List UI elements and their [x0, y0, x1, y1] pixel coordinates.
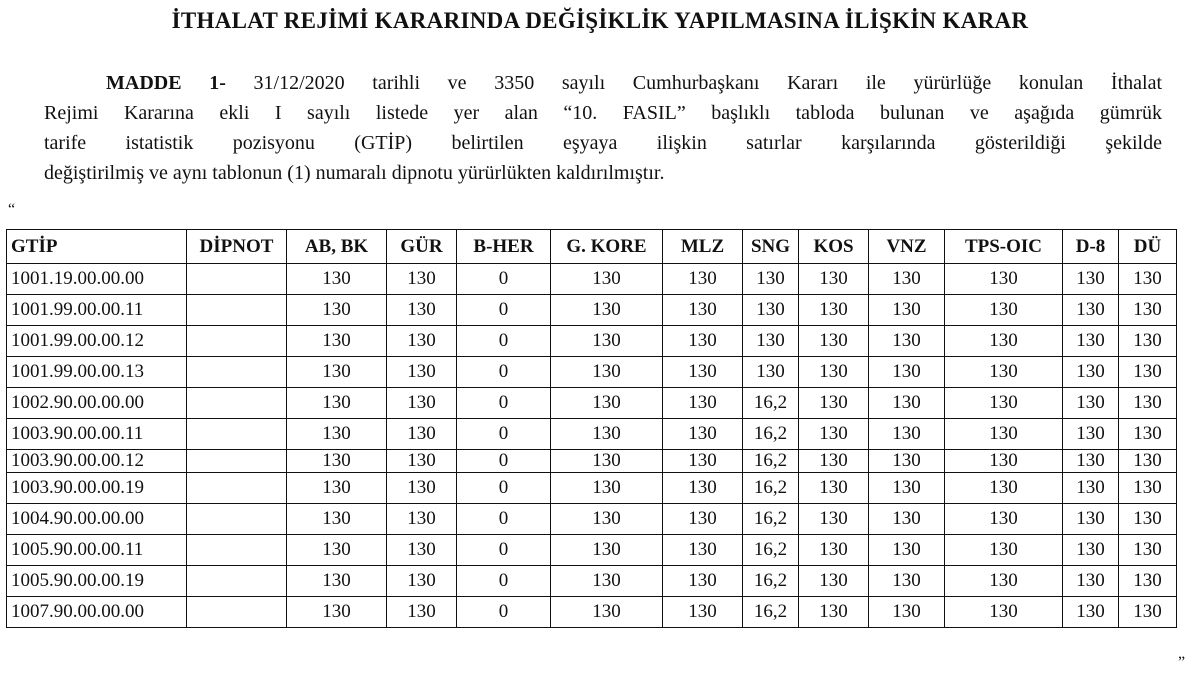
table-row — [7, 295, 1177, 326]
header-gur: GÜR — [387, 230, 457, 264]
cell-tps-oic: 130 — [945, 326, 1063, 357]
cell-tps-oic: 130 — [945, 597, 1063, 628]
cell-g-kore: 130 — [551, 419, 663, 450]
cell-vnz: 130 — [869, 450, 945, 473]
cell-b-her: 0 — [457, 504, 551, 535]
cell-dipnot — [187, 295, 287, 326]
cell-vnz: 130 — [869, 504, 945, 535]
cell-sng: 130 — [743, 326, 799, 357]
cell-gtip: 1007.90.00.00.00 — [7, 597, 187, 628]
cell-gur: 130 — [387, 566, 457, 597]
header-ab-bk: AB, BK — [287, 230, 387, 264]
cell-d-8: 130 — [1063, 473, 1119, 504]
cell-mlz: 130 — [663, 295, 743, 326]
cell-kos: 130 — [799, 388, 869, 419]
article-line-4: değiştirilmiş ve aynı tablonun (1) numaralı dipnotu yürürlükten kaldırılmıştır. — [44, 162, 665, 184]
cell-tps-oic: 130 — [945, 388, 1063, 419]
cell-kos: 130 — [799, 450, 869, 473]
cell-b-her: 0 — [457, 419, 551, 450]
cell-tps-oic: 130 — [945, 419, 1063, 450]
table-header-row — [7, 230, 1177, 264]
table-row — [7, 388, 1177, 419]
cell-kos: 130 — [799, 264, 869, 295]
open-quote-mark: “ — [8, 201, 16, 218]
cell-gtip: 1001.19.00.00.00 — [7, 264, 187, 295]
cell-gur: 130 — [387, 326, 457, 357]
cell-gur: 130 — [387, 419, 457, 450]
cell-ab-bk: 130 — [287, 388, 387, 419]
cell-tps-oic: 130 — [945, 566, 1063, 597]
cell-ab-bk: 130 — [287, 597, 387, 628]
cell-b-her: 0 — [457, 535, 551, 566]
cell-kos: 130 — [799, 357, 869, 388]
cell-sng: 16,2 — [743, 566, 799, 597]
table-row — [7, 264, 1177, 295]
cell-g-kore: 130 — [551, 597, 663, 628]
cell-du: 130 — [1119, 504, 1177, 535]
cell-mlz: 130 — [663, 597, 743, 628]
cell-ab-bk: 130 — [287, 535, 387, 566]
cell-g-kore: 130 — [551, 326, 663, 357]
cell-d-8: 130 — [1063, 597, 1119, 628]
cell-vnz: 130 — [869, 264, 945, 295]
cell-g-kore: 130 — [551, 473, 663, 504]
cell-mlz: 130 — [663, 388, 743, 419]
table-row — [7, 597, 1177, 628]
table-row — [7, 326, 1177, 357]
cell-gur: 130 — [387, 473, 457, 504]
cell-g-kore: 130 — [551, 535, 663, 566]
cell-sng: 130 — [743, 357, 799, 388]
cell-du: 130 — [1119, 264, 1177, 295]
table-row — [7, 357, 1177, 388]
cell-b-her: 0 — [457, 295, 551, 326]
cell-gur: 130 — [387, 450, 457, 473]
cell-b-her: 0 — [457, 473, 551, 504]
cell-d-8: 130 — [1063, 504, 1119, 535]
header-sng: SNG — [743, 230, 799, 264]
article-line-1 — [44, 68, 1162, 98]
cell-vnz: 130 — [869, 597, 945, 628]
cell-g-kore: 130 — [551, 566, 663, 597]
cell-ab-bk: 130 — [287, 357, 387, 388]
cell-tps-oic: 130 — [945, 450, 1063, 473]
cell-mlz: 130 — [663, 504, 743, 535]
header-du: DÜ — [1119, 230, 1177, 264]
cell-d-8: 130 — [1063, 419, 1119, 450]
cell-sng: 16,2 — [743, 597, 799, 628]
cell-b-her: 0 — [457, 357, 551, 388]
header-mlz: MLZ — [663, 230, 743, 264]
cell-vnz: 130 — [869, 357, 945, 388]
cell-dipnot — [187, 388, 287, 419]
cell-mlz: 130 — [663, 450, 743, 473]
table-row — [7, 450, 1177, 473]
cell-du: 130 — [1119, 419, 1177, 450]
cell-sng: 16,2 — [743, 473, 799, 504]
cell-dipnot — [187, 357, 287, 388]
cell-du: 130 — [1119, 357, 1177, 388]
header-vnz: VNZ — [869, 230, 945, 264]
cell-sng: 16,2 — [743, 388, 799, 419]
cell-dipnot — [187, 473, 287, 504]
cell-tps-oic: 130 — [945, 264, 1063, 295]
cell-sng: 16,2 — [743, 450, 799, 473]
cell-ab-bk: 130 — [287, 326, 387, 357]
table-row — [7, 566, 1177, 597]
cell-ab-bk: 130 — [287, 566, 387, 597]
article-line-2: Rejimi Kararına ekli I sayılı listede yer alan “10. FASIL” başlıklı tabloda bulunan ve aşağıda gümrük — [44, 102, 1162, 124]
cell-ab-bk: 130 — [287, 450, 387, 473]
cell-vnz: 130 — [869, 388, 945, 419]
cell-du: 130 — [1119, 326, 1177, 357]
close-quote-mark: ” — [1178, 654, 1186, 671]
cell-gtip: 1003.90.00.00.19 — [7, 473, 187, 504]
header-gtip: GTİP — [7, 230, 187, 264]
cell-mlz: 130 — [663, 473, 743, 504]
cell-gur: 130 — [387, 535, 457, 566]
cell-g-kore: 130 — [551, 295, 663, 326]
table-row — [7, 504, 1177, 535]
cell-gtip: 1001.99.00.00.12 — [7, 326, 187, 357]
cell-mlz: 130 — [663, 535, 743, 566]
cell-gtip: 1003.90.00.00.12 — [7, 450, 187, 473]
cell-g-kore: 130 — [551, 264, 663, 295]
cell-g-kore: 130 — [551, 504, 663, 535]
cell-gtip: 1001.99.00.00.11 — [7, 295, 187, 326]
cell-d-8: 130 — [1063, 450, 1119, 473]
cell-du: 130 — [1119, 295, 1177, 326]
cell-sng: 16,2 — [743, 535, 799, 566]
cell-gur: 130 — [387, 504, 457, 535]
cell-du: 130 — [1119, 473, 1177, 504]
article-paragraph — [44, 68, 1162, 188]
cell-gur: 130 — [387, 295, 457, 326]
cell-kos: 130 — [799, 566, 869, 597]
cell-ab-bk: 130 — [287, 504, 387, 535]
cell-vnz: 130 — [869, 419, 945, 450]
header-kos: KOS — [799, 230, 869, 264]
cell-gur: 130 — [387, 388, 457, 419]
cell-dipnot — [187, 535, 287, 566]
cell-vnz: 130 — [869, 473, 945, 504]
cell-dipnot — [187, 566, 287, 597]
cell-kos: 130 — [799, 419, 869, 450]
cell-du: 130 — [1119, 566, 1177, 597]
cell-b-her: 0 — [457, 566, 551, 597]
cell-vnz: 130 — [869, 295, 945, 326]
cell-tps-oic: 130 — [945, 473, 1063, 504]
cell-g-kore: 130 — [551, 388, 663, 419]
cell-kos: 130 — [799, 504, 869, 535]
cell-vnz: 130 — [869, 326, 945, 357]
table-row — [7, 473, 1177, 504]
article-line-3: tarife istatistik pozisyonu (GTİP) belirtilen eşyaya ilişkin satırlar karşılarında gösterildiği şekilde — [44, 132, 1162, 154]
cell-mlz: 130 — [663, 566, 743, 597]
cell-tps-oic: 130 — [945, 504, 1063, 535]
header-dipnot: DİPNOT — [187, 230, 287, 264]
cell-ab-bk: 130 — [287, 419, 387, 450]
cell-kos: 130 — [799, 535, 869, 566]
cell-tps-oic: 130 — [945, 295, 1063, 326]
cell-kos: 130 — [799, 597, 869, 628]
cell-sng: 16,2 — [743, 504, 799, 535]
cell-dipnot — [187, 419, 287, 450]
cell-g-kore: 130 — [551, 357, 663, 388]
cell-du: 130 — [1119, 535, 1177, 566]
cell-d-8: 130 — [1063, 535, 1119, 566]
cell-d-8: 130 — [1063, 388, 1119, 419]
header-b-her: B-HER — [457, 230, 551, 264]
cell-b-her: 0 — [457, 264, 551, 295]
tariff-table — [6, 229, 1177, 628]
cell-dipnot — [187, 504, 287, 535]
header-d-8: D-8 — [1063, 230, 1119, 264]
header-g-kore: G. KORE — [551, 230, 663, 264]
cell-b-her: 0 — [457, 388, 551, 419]
article-line-1-text: 31/12/2020 tarihli ve 3350 sayılı Cumhurbaşkanı Kararı ile yürürlüğe konulan İthalat — [253, 72, 1163, 94]
cell-tps-oic: 130 — [945, 535, 1063, 566]
cell-du: 130 — [1119, 388, 1177, 419]
cell-gtip: 1001.99.00.00.13 — [7, 357, 187, 388]
cell-gur: 130 — [387, 357, 457, 388]
cell-mlz: 130 — [663, 419, 743, 450]
cell-mlz: 130 — [663, 264, 743, 295]
cell-d-8: 130 — [1063, 295, 1119, 326]
cell-vnz: 130 — [869, 535, 945, 566]
cell-kos: 130 — [799, 473, 869, 504]
cell-gtip: 1005.90.00.00.19 — [7, 566, 187, 597]
cell-mlz: 130 — [663, 326, 743, 357]
cell-du: 130 — [1119, 597, 1177, 628]
cell-dipnot — [187, 264, 287, 295]
cell-d-8: 130 — [1063, 566, 1119, 597]
cell-kos: 130 — [799, 326, 869, 357]
cell-mlz: 130 — [663, 357, 743, 388]
cell-ab-bk: 130 — [287, 264, 387, 295]
header-tps-oic: TPS-OIC — [945, 230, 1063, 264]
cell-dipnot — [187, 597, 287, 628]
cell-gtip: 1004.90.00.00.00 — [7, 504, 187, 535]
cell-ab-bk: 130 — [287, 473, 387, 504]
cell-kos: 130 — [799, 295, 869, 326]
cell-d-8: 130 — [1063, 357, 1119, 388]
article-label: MADDE 1- — [106, 72, 226, 94]
cell-sng: 130 — [743, 295, 799, 326]
cell-du: 130 — [1119, 450, 1177, 473]
cell-dipnot — [187, 326, 287, 357]
cell-gtip: 1002.90.00.00.00 — [7, 388, 187, 419]
cell-g-kore: 130 — [551, 450, 663, 473]
cell-d-8: 130 — [1063, 264, 1119, 295]
cell-sng: 16,2 — [743, 419, 799, 450]
cell-sng: 130 — [743, 264, 799, 295]
cell-gtip: 1003.90.00.00.11 — [7, 419, 187, 450]
cell-gur: 130 — [387, 264, 457, 295]
cell-b-her: 0 — [457, 597, 551, 628]
cell-b-her: 0 — [457, 326, 551, 357]
cell-d-8: 130 — [1063, 326, 1119, 357]
cell-gtip: 1005.90.00.00.11 — [7, 535, 187, 566]
cell-vnz: 130 — [869, 566, 945, 597]
cell-b-her: 0 — [457, 450, 551, 473]
cell-gur: 130 — [387, 597, 457, 628]
table-row — [7, 419, 1177, 450]
cell-ab-bk: 130 — [287, 295, 387, 326]
cell-tps-oic: 130 — [945, 357, 1063, 388]
table-row — [7, 535, 1177, 566]
cell-dipnot — [187, 450, 287, 473]
document-title: İTHALAT REJİMİ KARARINDA DEĞİŞİKLİK YAPILMASINA İLİŞKİN KARAR — [171, 8, 1029, 33]
